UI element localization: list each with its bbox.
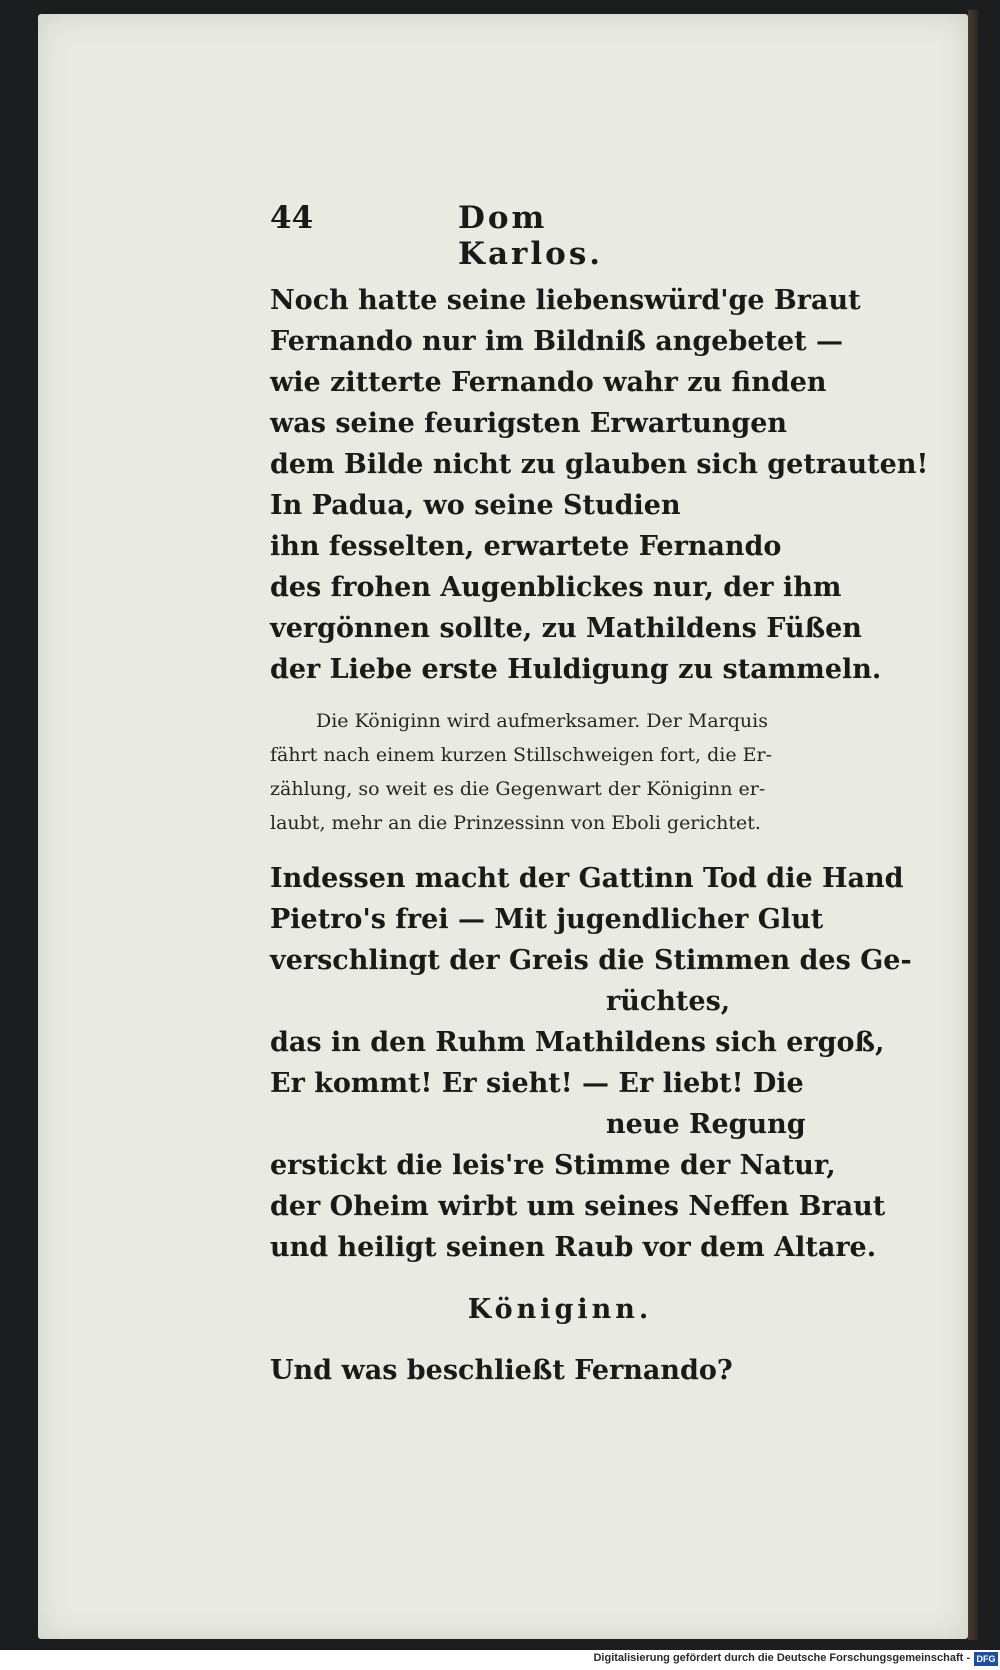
footer-bar (0, 1650, 1000, 1670)
book-edge (968, 10, 978, 1640)
verse-line: vergönnen sollte, zu Mathildens Füßen (270, 613, 862, 644)
verse-line: der Liebe erste Huldigung zu stammeln. (270, 654, 882, 685)
verse-line: Noch hatte seine liebenswürd'ge Braut (270, 285, 861, 316)
speaker-name: Königinn. (467, 1294, 653, 1325)
stage-direction (270, 704, 890, 840)
stage-direction-line: laubt, mehr an die Prinzessinn von Eboli gerichtet. (270, 812, 761, 834)
verse-line: das in den Ruhm Mathildens sich ergoß, (270, 1027, 885, 1058)
page-number: 44 (270, 200, 314, 236)
verse-line: In Padua, wo seine Studien (270, 490, 681, 521)
speech-line: Und was beschließt Fernando? (270, 1355, 733, 1386)
dfg-logo: DFG (974, 1652, 998, 1666)
running-head (270, 200, 700, 272)
verse-line: und heiligt seinen Raub vor dem Altare. (270, 1232, 877, 1263)
verse-line-continuation: neue Regung (606, 1109, 806, 1140)
text-block (270, 280, 929, 1391)
running-title: Dom Karlos. (458, 200, 604, 272)
stage-direction-line: fährt nach einem kurzen Stillschweigen fort, die Er- (270, 744, 772, 766)
verse-line: Indessen macht der Gattinn Tod die Hand (270, 863, 904, 894)
verse-line: der Oheim wirbt um seines Neffen Braut (270, 1191, 886, 1222)
verse-line: verschlingt der Greis die Stimmen des Ge- (270, 945, 912, 976)
stage-direction-line: zählung, so weit es die Gegenwart der Königinn er- (270, 778, 766, 800)
verse-line: Pietro's frei — Mit jugendlicher Glut (270, 904, 824, 935)
verse-line: des frohen Augenblickes nur, der ihm (270, 572, 842, 603)
funding-credit: Digitalisierung gefördert durch die Deutsche Forschungsgemeinschaft - (593, 1652, 970, 1664)
verse-line: erstickt die leis're Stimme der Natur, (270, 1150, 836, 1181)
verse-line: Er kommt! Er sieht! — Er liebt! Die (270, 1068, 804, 1099)
verse-line: dem Bilde nicht zu glauben sich getrauten! (270, 449, 929, 480)
verse-block-1 (270, 280, 929, 690)
verse-line: wie zitterte Fernando wahr zu finden (270, 367, 827, 398)
verse-line: was seine feurigsten Erwartungen (270, 408, 788, 439)
verse-line: Fernando nur im Bildniß angebetet — (270, 326, 844, 357)
verse-line: ihn fesselten, erwartete Fernando (270, 531, 782, 562)
verse-line-continuation: rüchtes, (606, 986, 731, 1017)
verse-block-2 (270, 858, 912, 1268)
stage-direction-line: Die Königinn wird aufmerksamer. Der Marquis (316, 710, 768, 732)
